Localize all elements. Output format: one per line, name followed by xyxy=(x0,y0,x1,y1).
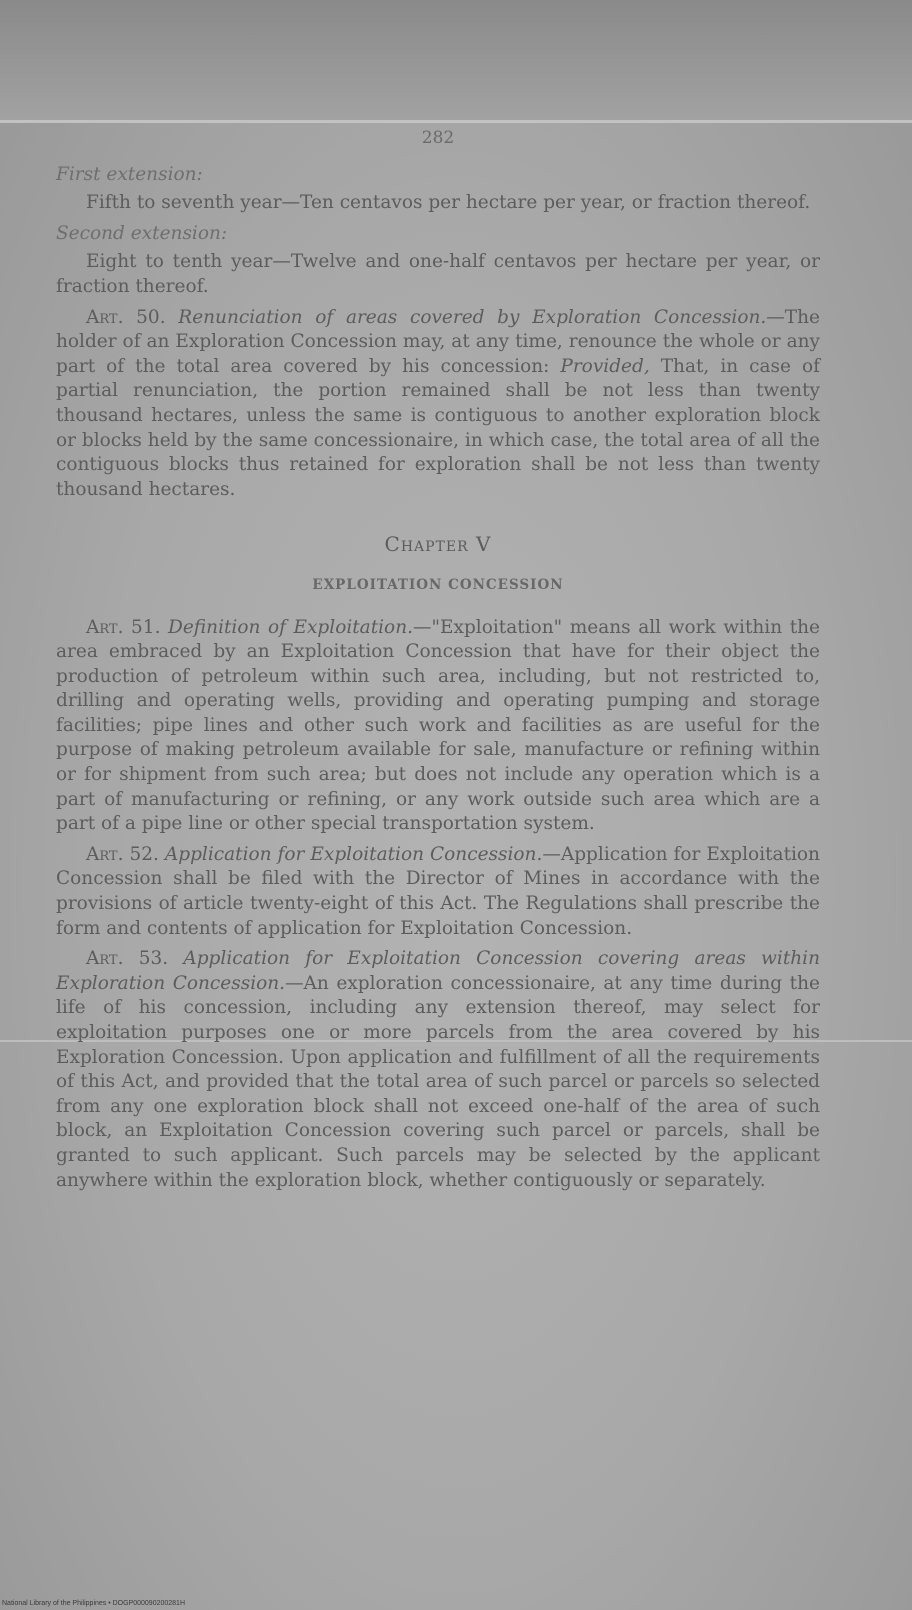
article-53-text: —An exploration concessionaire, at any time during the life of his concession, including any extension thereof, may select for exploitation purposes one or more parcels from the area covered by his Exploration Concession. Upon application and fulfillment of all the requirements of this Act, and provided that the total area of such parcel or parcels so selected from any one exploration block shall not exceed one-half of the area of such block, an Exploitation Concession covering such parcel or parcels, shall be granted to such applicant. Such parcels may be selected by the applicant anywhere within the exploration block, whether contiguously or separately. xyxy=(56,972,820,1191)
article-51-title: Definition of Exploitation. xyxy=(168,616,413,638)
article-51-text: —"Exploitation" means all work within the area embraced by an Exploitation Concession that have for their object the production of petroleum within such area, including, but not restricted to, drilling and operating wells, providing and operating pumping and storage facilities; pipe lines and other such work and facilities as are useful for the purpose of making petroleum available for sale, manufacture or refining within or for shipment from such area; but does not include any operation which is a part of manufacturing or refining, or any work outside such area which are a part of a pipe line or other special transportation system. xyxy=(56,616,820,835)
article-53 xyxy=(56,947,820,1193)
article-50 xyxy=(56,306,820,503)
article-53-number: Art. 53. xyxy=(86,948,169,970)
article-50-proviso: Provided, xyxy=(560,355,650,377)
article-51 xyxy=(56,616,820,837)
library-footer: National Library of the Philippines • DOGP000090200281H xyxy=(2,1600,186,1607)
article-50-text: —The holder of an Exploration Concession may, at any time, renounce the whole or any part of the total area covered by his concession: xyxy=(56,306,820,377)
chapter-title: EXPLOITATION CONCESSION xyxy=(312,576,564,593)
page-content xyxy=(56,126,820,1199)
article-51-number: Art. 51. xyxy=(86,616,161,638)
first-extension-text: Fifth to seventh year—Ten centavos per hectare per year, or fraction thereof. xyxy=(86,192,811,214)
article-52 xyxy=(56,843,820,941)
first-extension-label: First extension: xyxy=(56,163,203,185)
article-50-number: Art. 50. xyxy=(86,306,166,328)
second-extension-text: Eight to tenth year—Twelve and one-half centavos per hectare per year, or fraction thereof. xyxy=(56,251,820,297)
article-52-number: Art. 52. xyxy=(86,843,159,865)
article-50-title: Renunciation of areas covered by Exploration Concession. xyxy=(178,306,767,328)
second-extension-label: Second extension: xyxy=(56,222,228,244)
chapter-heading: Chapter V xyxy=(384,532,492,557)
article-52-title: Application for Exploitation Concession. xyxy=(164,843,543,865)
article-53-title: Application for Exploitation Concession covering areas within Exploration Concession. xyxy=(56,948,820,994)
scan-artifact-line xyxy=(0,120,912,123)
scan-top-shade xyxy=(0,0,912,122)
article-52-text: —Application for Exploitation Concession shall be filed with the Director of Mines in accordance with the provisions of article twenty-eight of this Act. The Regulations shall prescribe the form and contents of application for Exploitation Concession. xyxy=(56,843,820,939)
article-50-text-continued: That, in case of partial renunciation, the portion remained shall be not less than twenty thousand hectares, unless the same is contiguous to another exploration block or blocks held by the same concessionaire, in which case, the total area of all the contiguous blocks thus retained for exploration shall be not less than twenty thousand hectares. xyxy=(56,355,820,500)
page-number: 282 xyxy=(421,128,455,148)
